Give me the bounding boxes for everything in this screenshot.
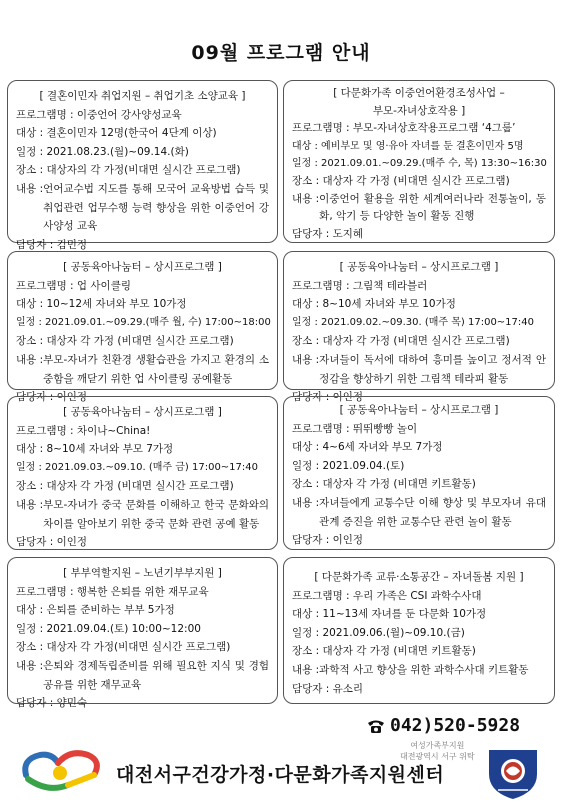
telephone-icon [366, 718, 386, 734]
phone-number-text: 042)520-5928 [390, 715, 521, 736]
program-manager: 담당자 : 유소리 [292, 682, 364, 695]
program-target: 대상 : 10~12세 자녀와 부모 10가정 [16, 298, 187, 311]
signature-line-1: 여성가족부지원 [410, 741, 465, 750]
university-seal-icon [484, 744, 542, 802]
center-logo-icon [18, 745, 108, 793]
card-header: [ 다문화가족 이중언어환경조성사업 – [333, 87, 505, 99]
card-header: [ 공동육아나눔터 – 상시프로그램 ] [63, 406, 222, 418]
program-place: 장소 : 대상자 각 가정(비대면 실시간 프로그램) [16, 641, 231, 654]
program-manager: 담당자 : 이인정 [16, 391, 88, 404]
program-manager: 담당자 : 이인정 [292, 534, 364, 547]
program-card-csi-science [283, 557, 555, 704]
program-place: 장소 : 대상자의 각 가정(비대면 실시간 프로그램) [16, 164, 241, 177]
program-name: 프로그램명 : 차이나~China! [16, 424, 151, 437]
program-card-retirement-finance [7, 557, 278, 710]
program-name: 프로그램명 : 행복한 은퇴를 위한 재무교육 [16, 585, 209, 598]
program-card-picture-book [283, 251, 555, 404]
card-header-line2: 부모-자녀상호작용 ] [372, 104, 466, 117]
program-name: 프로그램명 : 우리 가족은 CSI 과학수사대 [292, 589, 482, 602]
program-manager: 담당자 : 이인정 [292, 391, 364, 404]
program-target: 대상 : 결혼이민자 12명(한국어 4단계 이상) [16, 127, 217, 140]
program-schedule: 일정 : 2021.09.06.(월)~09.10.(금) [292, 626, 465, 639]
program-schedule: 일정 : 2021.08.23.(월)~09.14.(화) [16, 145, 189, 158]
program-content: 자녀들에게 교통수단 이해 향상 및 부모자녀 유대관계 증진을 위한 교통수단 관련 놀이 활동 [319, 496, 546, 528]
program-name: 프로그램명 : 업 사이클링 [16, 279, 131, 292]
program-manager: 담당자 : 김민정 [16, 238, 88, 251]
program-target: 대상 : 4~6세 자녀와 부모 7가정 [292, 441, 443, 454]
program-target: 대상 : 은퇴를 준비하는 부부 5가정 [16, 604, 175, 617]
organization-signature [400, 740, 475, 762]
content-label: 내용 : [292, 496, 320, 509]
program-manager: 담당자 : 양민숙 [16, 697, 88, 710]
program-content: 언어교수법 지도를 통해 모국어 교육방법 습득 및 취업관련 업무수행 능력 향상을 위한 이중언어 강사양성 교육 [43, 182, 269, 233]
program-content: 은퇴와 경제독립준비를 위해 필요한 지식 및 경험 공유를 위한 재무교육 [43, 659, 269, 691]
card-header: [ 공동육아나눔터 – 상시프로그램 ] [339, 261, 499, 273]
card-header: [ 결혼이민자 취업지원 – 취업기초 소양교육 ] [39, 90, 246, 102]
program-schedule: 일정 : 2021.09.03.~09.10. (매주 금) 17:00~17:40 [16, 461, 259, 473]
phone-number [366, 715, 520, 736]
program-manager: 담당자 : 도지혜 [292, 227, 364, 240]
program-content: 이중언어 활용을 위한 세계여러나라 전통놀이, 동화, 악기 등 다양한 놀이 활동 진행 [319, 192, 546, 223]
program-card-upcycling [7, 251, 278, 404]
program-card-marriage-immigrant-job [7, 80, 278, 251]
card-header: [ 공동육아나눔터 – 상시프로그램 ] [63, 261, 222, 273]
program-schedule: 일정 : 2021.09.04.(토) [292, 459, 405, 472]
content-label: 내용 : [292, 663, 320, 676]
program-target: 대상 : 8~10세 자녀와 부모 10가정 [292, 298, 456, 311]
content-label: 내용 : [16, 353, 44, 366]
program-manager: 담당자 : 이인정 [16, 536, 88, 549]
content-label: 내용 : [292, 353, 320, 366]
program-schedule: 일정 : 2021.09.04.(토) 10:00~12:00 [16, 622, 201, 635]
program-name: 프로그램명 : 이중언어 강사양성교육 [16, 108, 182, 121]
program-place: 장소 : 대상자 각 가정 (비대면 키트활동) [292, 478, 476, 491]
program-schedule: 일정 : 2021.09.01.~09.29.(매주 월, 수) 17:00~18:00 [16, 316, 271, 328]
program-target: 대상 : 예비부모 및 영·유아 자녀를 둔 결혼이민자 5명 [292, 140, 524, 152]
program-place: 장소 : 대상자 각 가정 (비대면 실시간 프로그램) [292, 335, 510, 348]
page-title: 09월 프로그램 안내 [191, 42, 371, 64]
program-card-bilingual-environment [283, 80, 555, 243]
program-place: 장소 : 대상자 각 가정 (비대면 실시간 프로그램) [16, 480, 234, 493]
program-content: 과학적 사고 향상을 위한 과학수사대 키트활동 [319, 663, 529, 676]
card-header: [ 다문화가족 교류·소통공간 – 자녀돌봄 지원 ] [314, 571, 524, 583]
program-name: 프로그램명 : 부모-자녀상호작용프로그램 ‘4그룹’ [292, 122, 516, 135]
card-header: [ 공동육아나눔터 – 상시프로그램 ] [339, 404, 499, 416]
program-name: 프로그램명 : 뛰뛰빵빵 놀이 [292, 422, 418, 435]
program-place: 장소 : 대상자 각 가정 (비대면 실시간 프로그램) [292, 174, 510, 187]
program-target: 대상 : 11~13세 자녀를 둔 다문화 10가정 [292, 608, 487, 621]
card-header: [ 부부역할지원 – 노년기부부지원 ] [63, 567, 222, 579]
content-label: 내용 : [292, 192, 320, 205]
content-label: 내용 : [16, 182, 44, 195]
content-label: 내용 : [16, 659, 44, 672]
signature-line-2: 대전광역시 서구 위탁 [400, 752, 475, 761]
program-content: 자녀들이 독서에 대하여 흥미를 높이고 정서적 안정감을 향상하기 위한 그림책 테라피 활동 [319, 353, 546, 385]
program-schedule: 일정 : 2021.09.01.~09.29.(매주 수, 목) 13:30~16:30 [292, 158, 547, 170]
program-place: 장소 : 대상자 각 가정 (비대면 실시간 프로그램) [16, 335, 234, 348]
program-target: 대상 : 8~10세 자녀와 부모 7가정 [16, 443, 174, 456]
program-card-traffic-play [283, 396, 555, 550]
program-card-china [7, 396, 278, 550]
program-name: 프로그램명 : 그림책 테라블러 [292, 279, 428, 292]
organization-name: 대전서구건강가정·다문화가족지원센터 [116, 764, 445, 786]
program-place: 장소 : 대상자 각 가정 (비대면 키트활동) [292, 645, 476, 658]
program-schedule: 일정 : 2021.09.02.~09.30. (매주 목) 17:00~17:40 [292, 316, 535, 328]
content-label: 내용 : [16, 498, 44, 511]
program-content: 부모-자녀가 친환경 생활습관을 가지고 환경의 소중함을 깨닫기 위한 업 사이클링 공예활동 [43, 353, 269, 385]
program-content: 부모-자녀가 중국 문화를 이해하고 한국 문화와의 차이를 알아보기 위한 중국 문화 관련 공예 활동 [43, 498, 269, 530]
